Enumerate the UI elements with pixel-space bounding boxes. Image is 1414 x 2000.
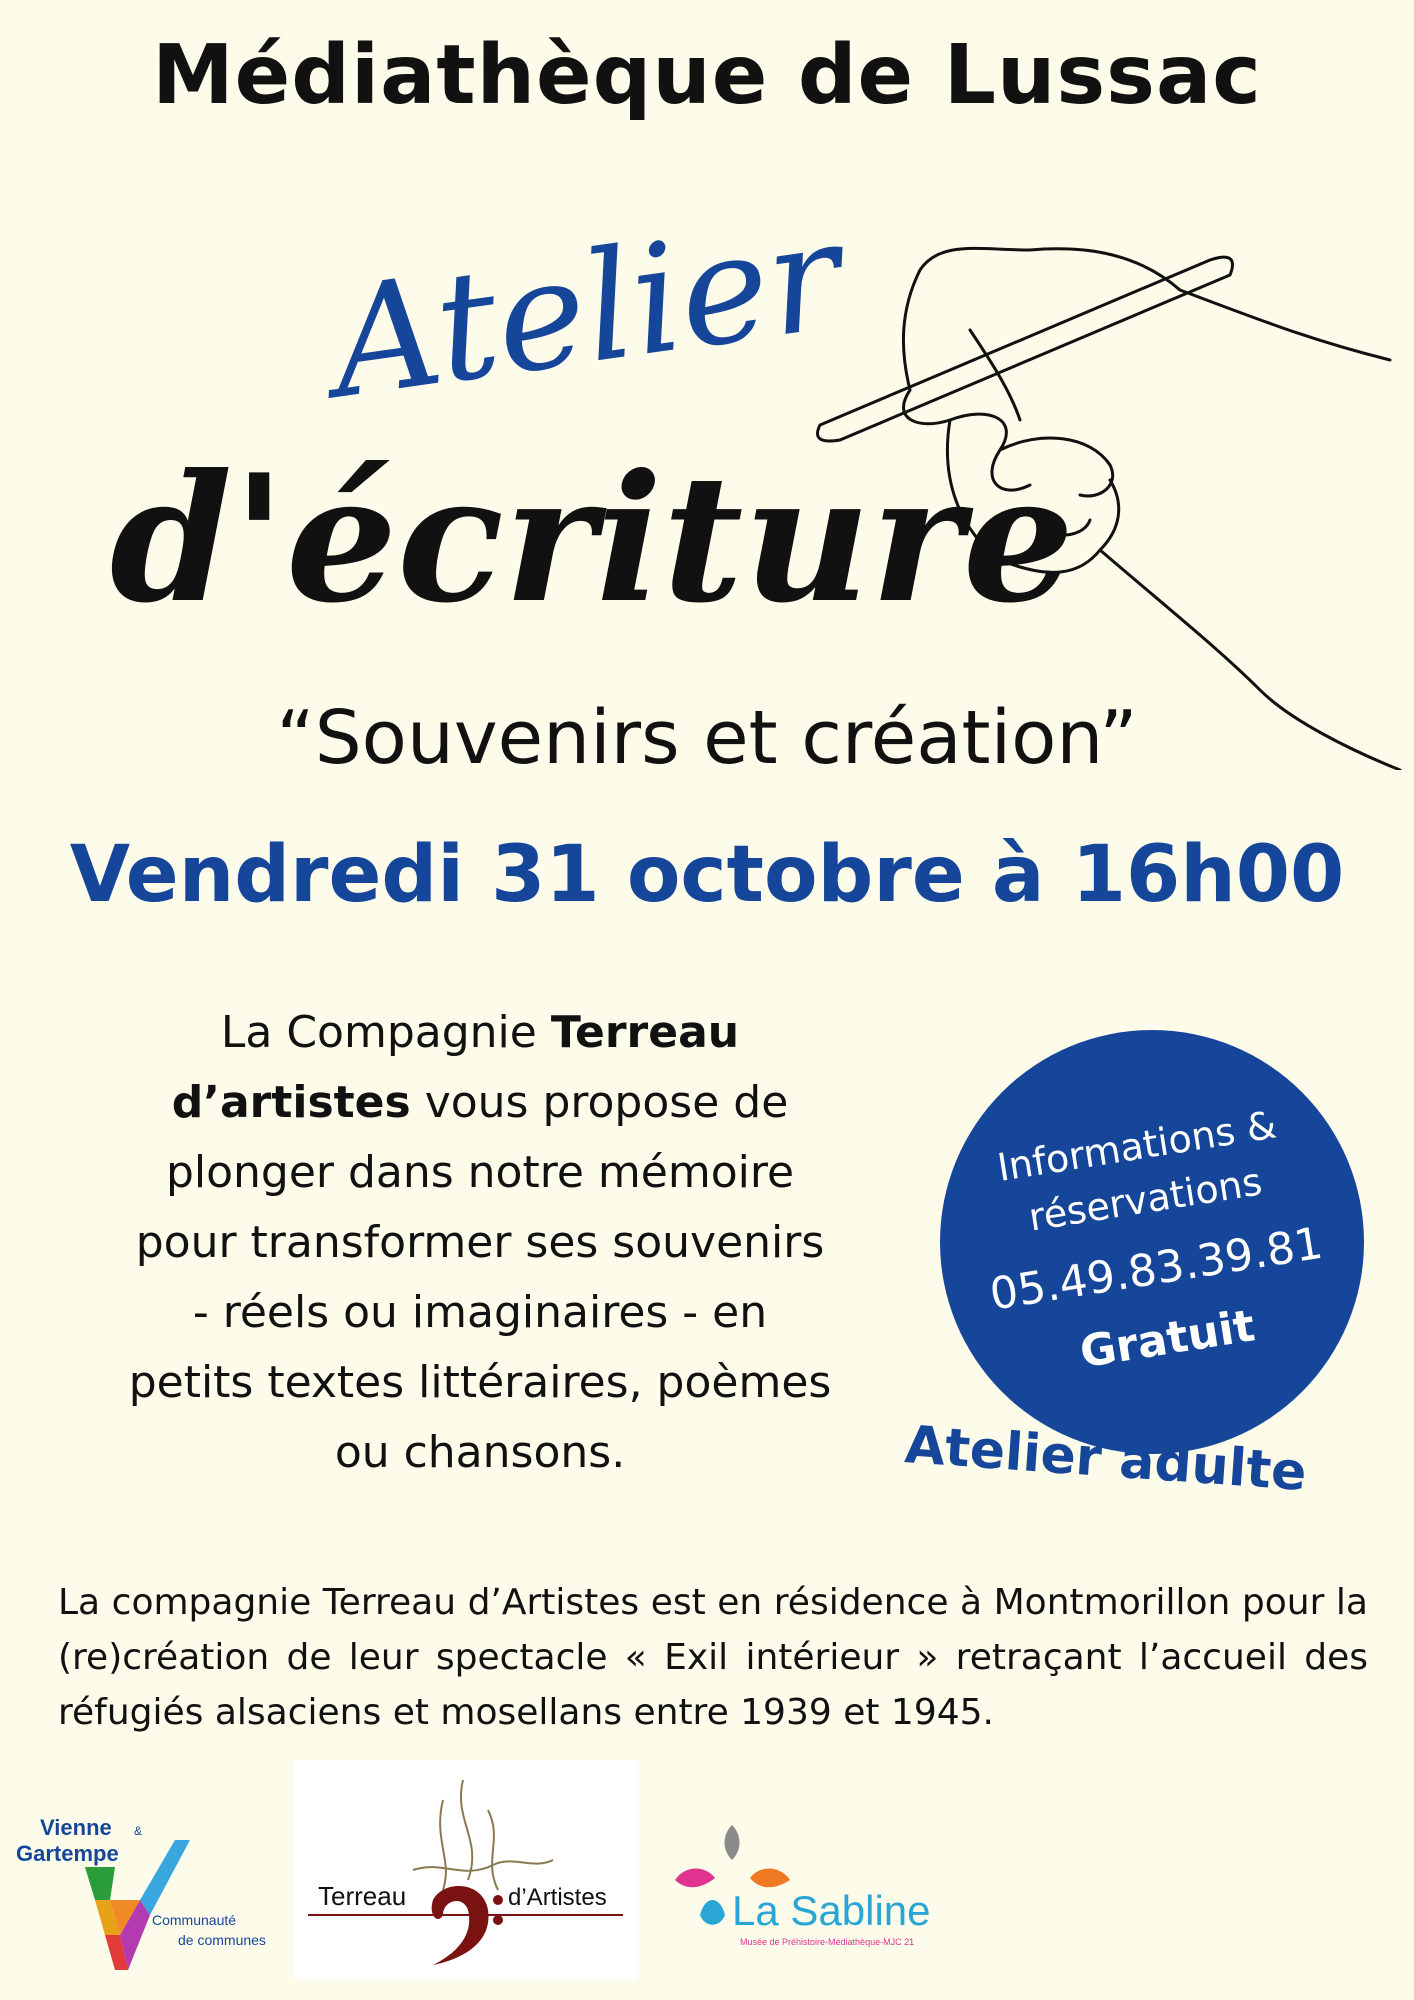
logo-v-shape-part xyxy=(140,1840,190,1915)
residency-note: La compagnie Terreau d’Artistes est en résidence à Montmorillon pour la (re)création de leur spectacle « Exil intérieur » retraçant l’accueil des réfugiés alsaciens et mosellans entre 1939 et 1945. xyxy=(58,1582,1368,1733)
description-line: petits textes littéraires, poèmes xyxy=(128,1357,832,1408)
venue-title: Médiathèque de Lussac xyxy=(152,28,1262,123)
bass-clef-mark xyxy=(432,1886,489,1965)
logo-sabline-tagline: Musée de Préhistoire-Médiathèque-MJC 21 xyxy=(740,1937,915,1947)
description-line xyxy=(70,998,890,1068)
description-line: plonger dans notre mémoire xyxy=(165,1147,795,1198)
title-atelier: Atelier xyxy=(320,188,852,433)
logo-vienne-line4: de communes xyxy=(178,1932,266,1948)
audience-label: Atelier adulte xyxy=(902,1415,1309,1503)
logo-terreau-right: d’Artistes xyxy=(508,1884,607,1911)
subtitle: “Souvenirs et création” xyxy=(276,695,1138,781)
hand-pen-illustration xyxy=(790,230,1414,770)
description-text: vous propose de xyxy=(410,1077,789,1128)
company-name-part: Terreau xyxy=(550,1007,740,1058)
logo-sabline-name: La Sabline xyxy=(732,1887,931,1934)
logo-vienne-line3: Communauté xyxy=(152,1912,237,1928)
phone-number: 05.49.83.39.81 xyxy=(986,1217,1327,1321)
description-text: La Compagnie xyxy=(220,1007,551,1058)
bass-clef-dot xyxy=(493,1895,503,1905)
logo-petal xyxy=(700,1900,725,1925)
logo-vienne-amp: & xyxy=(134,1824,143,1838)
info-label: Informations & réservations xyxy=(994,1102,1280,1240)
logo-petal xyxy=(725,1825,740,1860)
logo-v-shape-part xyxy=(85,1867,115,1900)
description xyxy=(70,998,890,1488)
vienne-gartempe-logo xyxy=(10,1805,270,1985)
logo-vienne-line1: Vienne xyxy=(40,1815,112,1840)
logo-vienne-line2: Gartempe xyxy=(16,1841,119,1866)
description-line xyxy=(70,1068,890,1138)
logo-petal xyxy=(675,1868,715,1887)
logo-terreau-left: Terreau xyxy=(318,1881,407,1911)
la-sabline-logo xyxy=(670,1820,1010,1960)
description-line: pour transformer ses souvenirs xyxy=(135,1217,825,1268)
info-badge-content xyxy=(909,999,1394,1484)
bass-clef-dot xyxy=(493,1915,503,1925)
title-ecriture: d'écriture xyxy=(110,437,1075,642)
logo-petal xyxy=(750,1868,790,1887)
company-name-part: d’artistes xyxy=(171,1077,411,1128)
info-badge xyxy=(940,1030,1364,1454)
description-line: ou chansons. xyxy=(334,1427,626,1478)
description-line: - réels ou imaginaires - en xyxy=(192,1287,768,1338)
terreau-artistes-logo xyxy=(293,1760,638,1980)
price-label: Gratuit xyxy=(1076,1300,1259,1379)
event-date: Vendredi 31 octobre à 16h00 xyxy=(69,830,1345,920)
